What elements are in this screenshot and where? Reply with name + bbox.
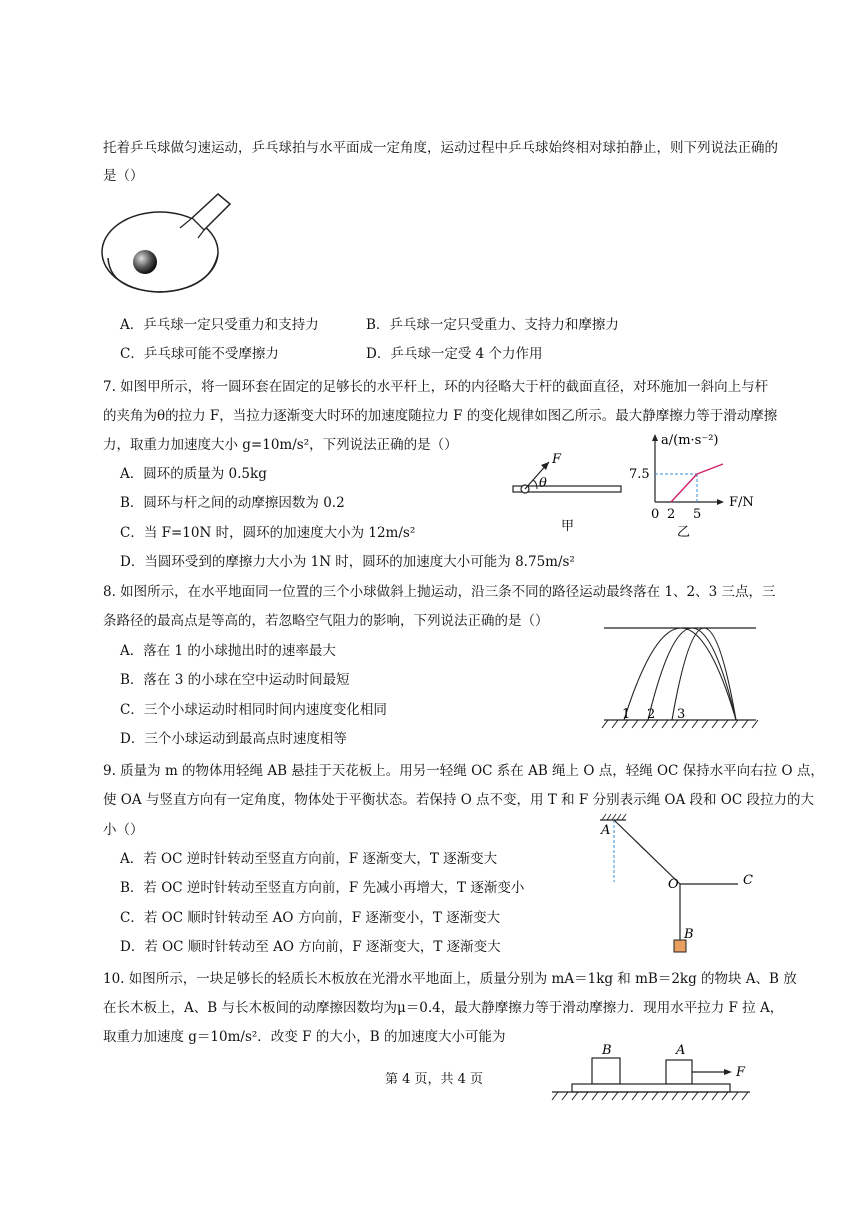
q8-option-b[interactable]: B．落在 3 的小球在空中运动时间最短 bbox=[120, 672, 350, 688]
angle-label: θ bbox=[539, 476, 547, 491]
q6-option-d[interactable]: D．乒乓球一定受 4 个力作用 bbox=[366, 346, 543, 362]
q10-stem-line3: 取重力加速度 g＝10m/s²．改变 F 的大小，B 的加速度大小可能为 bbox=[103, 1029, 506, 1045]
q8-stem-line1: 8. 如图所示，在水平地面同一位置的三个小球做斜上抛运动，沿三条不同的路径运动最终落在 1、2、3 三点，三 bbox=[103, 584, 776, 600]
q7-figure-jia bbox=[505, 450, 645, 540]
q8-stem-line2: 条路径的最高点是等高的，若忽略空气阻力的影响，下列说法正确的是（） bbox=[103, 613, 549, 629]
landing-label-1: 1 bbox=[622, 707, 631, 722]
q7-stem-line3: 力，取重力加速度大小 g=10m/s²，下列说法正确的是（） bbox=[103, 437, 458, 453]
q6-option-a[interactable]: A．乒乓球一定只受重力和支持力 bbox=[120, 317, 319, 333]
q9-option-c[interactable]: C．若 OC 顺时针转动至 AO 方向前，F 逐渐变小，T 逐渐变大 bbox=[120, 910, 501, 926]
force-label: F bbox=[552, 452, 562, 467]
ground-hatch bbox=[552, 1092, 748, 1100]
q9-option-a[interactable]: A．若 OC 逆时针转动至竖直方向前，F 逐渐变大，T 逐渐变大 bbox=[120, 851, 498, 867]
q6-stem-line1: 托着乒乓球做匀速运动，乒乓球拍与水平面成一定角度，运动过程中乒乓球始终相对球拍静止，则下列说法正确的 bbox=[103, 140, 778, 156]
label-f: F bbox=[736, 1065, 746, 1080]
q7-figure-yi bbox=[625, 432, 765, 542]
q7-stem-line2: 的夹角为θ的拉力 F，当拉力逐渐变大时环的加速度随拉力 F 的变化规律如图乙所示。最大静摩擦力等于滑动摩擦 bbox=[103, 408, 778, 424]
ping-pong-ball bbox=[133, 250, 157, 274]
q6-option-c[interactable]: C．乒乓球可能不受摩擦力 bbox=[120, 346, 279, 362]
label-b: B bbox=[602, 1043, 612, 1058]
x-axis-label: F/N bbox=[729, 495, 754, 510]
x-tick-2: 2 bbox=[667, 507, 676, 522]
q7-option-d[interactable]: D．当圆环受到的摩擦力大小为 1N 时，圆环的加速度大小可能为 8.75m/s² bbox=[120, 554, 575, 570]
q9-option-d[interactable]: D．若 OC 顺时针转动至 AO 方向前，F 逐渐变大，T 逐渐变大 bbox=[120, 939, 501, 955]
q7-option-c[interactable]: C．当 F=10N 时，圆环的加速度大小为 12m/s² bbox=[120, 525, 416, 541]
graph-segment-1 bbox=[671, 474, 697, 502]
q8-option-d[interactable]: D．三个小球运动到最高点时速度相等 bbox=[120, 731, 347, 747]
q7-option-b[interactable]: B．圆环与杆之间的动摩擦因数为 0.2 bbox=[120, 495, 345, 511]
y-axis-label: a/(m·s⁻²) bbox=[661, 433, 719, 448]
q10-stem-line2: 在长木板上，A、B 与长木板间的动摩擦因数均为μ＝0.4，最大静摩擦力等于滑动摩擦力．现用水平拉力 F 拉 A， bbox=[103, 1000, 784, 1016]
x-tick-0: 0 bbox=[651, 507, 660, 522]
landing-label-3: 3 bbox=[677, 707, 686, 722]
landing-label-2: 2 bbox=[647, 707, 656, 722]
q8-option-a[interactable]: A．落在 1 的小球抛出时的速率最大 bbox=[120, 643, 336, 659]
y-axis-arrow bbox=[652, 434, 658, 441]
rope-oa bbox=[614, 820, 680, 884]
page-footer: 第 4 页，共 4 页 bbox=[384, 1072, 484, 1087]
x-axis-arrow bbox=[717, 499, 724, 505]
q9-stem-line1: 9. 质量为 m 的物体用轻绳 AB 悬挂于天花板上。用另一轻绳 OC 系在 AB 绳上 O 点，轻绳 OC 保持水平向右拉 O 点， bbox=[103, 763, 824, 779]
label-c: C bbox=[743, 873, 753, 888]
label-a: A bbox=[601, 823, 611, 838]
q8-option-c[interactable]: C．三个小球运动时相同时间内速度变化相同 bbox=[120, 702, 387, 718]
fig-yi-caption: 乙 bbox=[677, 525, 691, 540]
x-tick-5: 5 bbox=[693, 507, 702, 522]
ceiling-hatch bbox=[602, 814, 626, 820]
y-tick-label: 7.5 bbox=[629, 467, 650, 482]
q7-option-a[interactable]: A．圆环的质量为 0.5kg bbox=[120, 466, 267, 482]
q7-stem-line1: 7. 如图甲所示，将一圆环套在固定的足够长的水平杆上，环的内径略大于杆的截面直径，对环施加一斜向上与杆 bbox=[103, 379, 769, 395]
q9-option-b[interactable]: B．若 OC 逆时针转动至竖直方向前，F 先减小再增大，T 逐渐变小 bbox=[120, 880, 525, 896]
q8-figure bbox=[600, 620, 760, 735]
q6-stem-line2: 是（） bbox=[103, 168, 144, 184]
paddle-figure bbox=[100, 190, 240, 305]
q6-option-b[interactable]: B．乒乓球一定只受重力、支持力和摩擦力 bbox=[366, 317, 619, 333]
fig-jia-caption: 甲 bbox=[561, 519, 575, 534]
label-o: O bbox=[668, 877, 679, 892]
label-a: A bbox=[676, 1043, 686, 1058]
q9-stem-line3: 小（） bbox=[103, 822, 144, 838]
q9-figure bbox=[598, 812, 768, 962]
q9-stem-line2: 使 OA 与竖直方向有一定角度，物体处于平衡状态。若保持 O 点不变，用 T 和 F 分别表示绳 OA 段和 OC 段拉力的大 bbox=[103, 792, 814, 808]
graph-segment-2 bbox=[697, 464, 723, 474]
label-b: B bbox=[684, 927, 694, 942]
q10-stem-line1: 10. 如图所示，一块足够长的轻质长木板放在光滑水平地面上，质量分别为 mA＝1kg 和 mB＝2kg 的物块 A、B 放 bbox=[103, 971, 797, 987]
